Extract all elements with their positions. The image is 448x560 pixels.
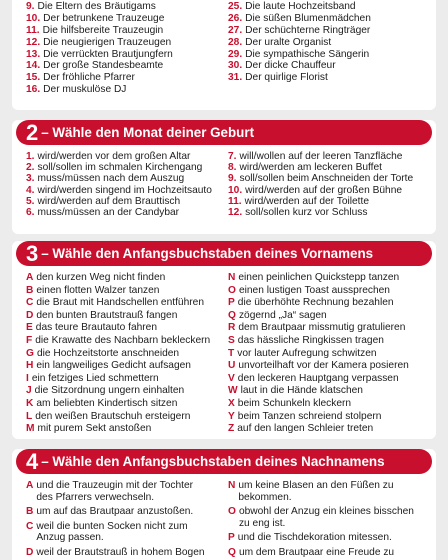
list-item xyxy=(228,272,426,285)
item-text: einen lustigen Toast aussprechen xyxy=(238,284,390,296)
section-2-card xyxy=(12,120,436,234)
list-item xyxy=(26,185,224,196)
item-number: 7. xyxy=(228,151,237,162)
item-number: Q xyxy=(228,546,236,558)
item-text: die Sitzordnung ungern einhalten xyxy=(34,385,185,397)
item-number: M xyxy=(26,423,35,435)
item-number: O xyxy=(228,506,236,518)
item-number: H xyxy=(26,360,34,372)
item-number: E xyxy=(26,322,33,334)
item-text: Der schüchterne Ringträger xyxy=(245,24,371,36)
item-text: beim Schunkeln kleckern xyxy=(237,397,352,409)
item-text: um keine Blasen an den Füßen zu bekommen. xyxy=(238,480,394,503)
list-item xyxy=(26,423,224,436)
item-text: Die sympathische Sängerin xyxy=(245,48,370,60)
item-number: K xyxy=(26,397,34,409)
list-item xyxy=(26,1,224,13)
item-text: Die neugierigen Trauzeugen xyxy=(43,36,172,48)
item-number: 4. xyxy=(26,184,35,196)
item-number: 13. xyxy=(26,48,41,60)
section-3-right-column xyxy=(224,272,426,436)
section-3-number: 3 xyxy=(26,241,39,266)
item-number: C xyxy=(26,297,34,309)
item-number: P xyxy=(228,297,235,309)
list-item xyxy=(228,13,426,25)
item-text: ein fetziges Lied schmettern xyxy=(31,372,159,384)
item-text: auf den langen Schleier treten xyxy=(237,423,374,435)
item-number: 10. xyxy=(228,184,243,196)
item-text: Der uralte Organist xyxy=(245,36,332,48)
list-item xyxy=(228,322,426,335)
item-text: das teure Brautauto fahren xyxy=(35,322,157,334)
item-text: Der quirlige Florist xyxy=(245,72,328,84)
item-number: 29. xyxy=(228,48,243,60)
item-text: die überhöhte Rechnung bezahlen xyxy=(237,297,394,309)
item-text: wird/werden auf dem Brauttisch xyxy=(37,195,181,207)
list-item xyxy=(228,151,426,162)
item-number: O xyxy=(228,284,236,296)
list-item xyxy=(228,360,426,373)
item-number: 15. xyxy=(26,72,41,84)
section-2-right-column xyxy=(224,151,426,218)
item-number: P xyxy=(228,532,235,544)
list-item xyxy=(26,84,224,96)
item-number: 11. xyxy=(228,195,242,207)
section-2-number: 2 xyxy=(26,120,39,145)
item-text: Der muskulöse DJ xyxy=(43,84,127,96)
item-number: 10. xyxy=(26,12,41,24)
item-text: den bunten Brautstrauß fangen xyxy=(36,309,178,321)
list-item xyxy=(228,547,414,559)
section-1-card xyxy=(12,0,436,110)
item-text: das hässliche Ringkissen tragen xyxy=(237,334,384,346)
item-text: dem Brautpaar missmutig gratulieren xyxy=(238,322,406,334)
list-item xyxy=(26,322,224,335)
section-2-left-column xyxy=(26,151,224,218)
list-item xyxy=(228,162,426,173)
item-number: T xyxy=(228,347,235,359)
item-text: weil der Brautstrauß in hohem Bogen xyxy=(36,546,205,558)
item-text: laut in die Hände klatschen xyxy=(240,385,363,397)
item-text: soll/sollen beim Anschneiden der Torte xyxy=(239,173,414,185)
item-text: obwohl der Anzug ein kleines bisschen zu eng ist. xyxy=(238,506,414,529)
list-item xyxy=(26,25,224,37)
item-text: Die verrückten Brautjungfern xyxy=(43,48,173,60)
section-4-header xyxy=(16,449,432,474)
item-number: I xyxy=(26,372,29,384)
item-text: um auf das Brautpaar anzustoßen. xyxy=(36,506,194,518)
item-number: 16. xyxy=(26,84,41,96)
list-item xyxy=(228,1,426,13)
section-2-columns xyxy=(26,145,426,218)
item-number: 2. xyxy=(26,162,35,174)
item-text: den weißen Brautschuh ersteigern xyxy=(35,410,191,422)
list-item xyxy=(228,173,426,184)
item-text: den kurzen Weg nicht finden xyxy=(36,272,166,283)
item-number: Y xyxy=(228,410,235,422)
list-item xyxy=(228,285,426,298)
section-4-right-column xyxy=(224,480,426,560)
item-number: F xyxy=(26,334,33,346)
item-text: wird/werden am leckeren Buffet xyxy=(239,162,383,174)
list-item xyxy=(26,360,224,373)
list-item xyxy=(26,162,224,173)
list-item xyxy=(26,398,224,411)
item-number: Z xyxy=(228,423,235,435)
item-number: 26. xyxy=(228,12,243,24)
list-item xyxy=(26,411,224,424)
item-text: Der fröhliche Pfarrer xyxy=(43,72,135,84)
section-3-columns xyxy=(26,266,426,436)
list-item xyxy=(26,173,224,184)
item-text: einen flotten Walzer tanzen xyxy=(36,284,160,296)
item-text: und die Tischdekoration mitessen. xyxy=(237,532,392,544)
list-item xyxy=(228,348,426,361)
item-number: 8. xyxy=(228,162,237,174)
list-item xyxy=(26,49,224,61)
list-item xyxy=(228,37,426,49)
item-number: 27. xyxy=(228,24,243,36)
item-number: 25. xyxy=(228,1,243,12)
list-item xyxy=(228,398,426,411)
item-text: ein langweiliges Gedicht aufsagen xyxy=(36,360,191,372)
list-item xyxy=(228,49,426,61)
list-item xyxy=(26,373,224,386)
item-number: 6. xyxy=(26,206,35,218)
list-item xyxy=(26,37,224,49)
item-text: weil die bunten Socken nicht zum Anzug passen. xyxy=(36,520,188,544)
item-number: 30. xyxy=(228,60,243,72)
list-item xyxy=(26,297,224,310)
section-3-card xyxy=(12,241,436,439)
item-number: A xyxy=(26,480,34,491)
list-item xyxy=(26,285,224,298)
section-1-columns xyxy=(26,1,426,96)
item-text: wird/werden vor dem großen Altar xyxy=(37,151,191,162)
list-item xyxy=(228,480,414,503)
list-item xyxy=(26,13,224,25)
list-item xyxy=(26,72,224,84)
item-number: J xyxy=(26,385,32,397)
list-item xyxy=(26,151,224,162)
item-text: wird/werden auf der großen Bühne xyxy=(245,184,403,196)
item-text: unvorteilhaft vor der Kamera posieren xyxy=(238,360,409,372)
item-text: die Hochzeitstorte anschneiden xyxy=(36,347,180,359)
section-1-left-column xyxy=(26,1,224,96)
list-item xyxy=(228,207,426,218)
item-number: 11. xyxy=(26,24,40,36)
list-item xyxy=(228,297,426,310)
list-item xyxy=(228,532,414,544)
item-text: Der große Standesbeamte xyxy=(43,60,164,72)
item-text: Die Eltern des Bräutigams xyxy=(37,1,156,12)
item-text: am beliebten Kindertisch sitzen xyxy=(36,397,178,409)
list-item xyxy=(26,385,224,398)
section-4-card xyxy=(12,449,436,560)
list-item xyxy=(26,506,212,518)
item-number: 9. xyxy=(26,1,35,12)
item-text: beim Tanzen schreiend stolpern xyxy=(237,410,382,422)
item-text: die Braut mit Handschellen entführen xyxy=(36,297,204,309)
item-number: C xyxy=(26,520,34,532)
item-number: U xyxy=(228,360,236,372)
item-number: N xyxy=(228,272,236,283)
item-text: soll/sollen im schmalen Kirchengang xyxy=(37,162,203,174)
item-text: einen peinlichen Quickstepp tanzen xyxy=(238,272,400,283)
list-item xyxy=(26,310,224,323)
list-item xyxy=(228,60,426,72)
item-number: 5. xyxy=(26,195,35,207)
item-text: Der betrunkene Trauzeuge xyxy=(43,12,165,24)
item-number: 28. xyxy=(228,36,243,48)
list-item xyxy=(26,348,224,361)
list-item xyxy=(228,310,426,323)
section-4-left-column xyxy=(26,480,224,560)
list-item xyxy=(228,335,426,348)
section-3-title: – Wähle den Anfangsbuchstaben deines Vornamens xyxy=(41,246,374,261)
item-text: Die laute Hochzeitsband xyxy=(245,1,356,12)
item-number: 1. xyxy=(26,151,35,162)
list-item xyxy=(228,196,426,207)
item-text: Der dicke Chauffeur xyxy=(245,60,336,72)
item-number: R xyxy=(228,322,236,334)
item-text: muss/müssen an der Candybar xyxy=(37,206,180,218)
list-item xyxy=(228,423,426,436)
item-text: die Krawatte des Nachbarn bekleckern xyxy=(35,334,211,346)
item-number: 12. xyxy=(26,36,41,48)
list-item xyxy=(26,480,212,503)
item-text: muss/müssen nach dem Auszug xyxy=(37,173,185,185)
section-4-columns xyxy=(26,474,426,560)
section-1-right-column xyxy=(224,1,426,96)
item-text: wird/werden singend im Hochzeitsauto xyxy=(37,184,212,196)
list-item xyxy=(228,185,426,196)
item-text: Die süßen Blumenmädchen xyxy=(245,12,371,24)
item-number: G xyxy=(26,347,34,359)
item-number: 9. xyxy=(228,173,237,185)
item-text: den leckeren Hauptgang verpassen xyxy=(237,372,399,384)
item-number: 31. xyxy=(228,72,243,84)
item-number: D xyxy=(26,546,34,558)
item-number: 14. xyxy=(26,60,41,72)
list-item xyxy=(228,385,426,398)
list-item xyxy=(26,272,224,285)
item-number: 3. xyxy=(26,173,35,185)
item-number: 12. xyxy=(228,206,243,218)
section-2-title: – Wähle den Monat deiner Geburt xyxy=(41,125,255,140)
item-number: D xyxy=(26,309,34,321)
list-item xyxy=(228,72,426,84)
section-3-left-column xyxy=(26,272,224,436)
item-text: wird/werden auf der Toilette xyxy=(244,195,370,207)
item-text: und die Trauzeugin mit der Tochter des Pfarrers verwechseln. xyxy=(36,480,194,503)
list-item xyxy=(228,411,426,424)
item-number: Q xyxy=(228,309,236,321)
item-text: um dem Brautpaar eine Freude zu xyxy=(238,546,395,558)
section-4-title: – Wähle den Anfangsbuchstaben deines Nachnamens xyxy=(41,454,385,469)
item-number: N xyxy=(228,480,236,491)
item-number: B xyxy=(26,284,34,296)
item-number: W xyxy=(228,385,238,397)
list-item xyxy=(228,25,426,37)
item-number: S xyxy=(228,334,235,346)
item-number: A xyxy=(26,272,34,283)
section-3-header xyxy=(16,241,432,266)
list-item xyxy=(26,521,212,544)
list-item xyxy=(26,547,212,559)
item-text: will/wollen auf der leeren Tanzfläche xyxy=(239,151,403,162)
item-number: B xyxy=(26,506,34,518)
list-item xyxy=(26,60,224,72)
item-number: L xyxy=(26,410,33,422)
list-item xyxy=(228,506,414,529)
item-text: Die hilfsbereite Trauzeugin xyxy=(42,24,164,36)
item-number: X xyxy=(228,397,235,409)
item-text: soll/sollen kurz vor Schluss xyxy=(245,206,368,218)
item-text: zögernd „Ja“ sagen xyxy=(238,309,327,321)
section-4-number: 4 xyxy=(26,449,39,474)
list-item xyxy=(26,196,224,207)
list-item xyxy=(26,335,224,348)
list-item xyxy=(26,207,224,218)
list-item xyxy=(228,373,426,386)
item-text: mit purem Sekt anstoßen xyxy=(37,423,152,435)
item-number: V xyxy=(228,372,235,384)
section-2-header xyxy=(16,120,432,145)
item-text: vor lauter Aufregung schwitzen xyxy=(237,347,377,359)
